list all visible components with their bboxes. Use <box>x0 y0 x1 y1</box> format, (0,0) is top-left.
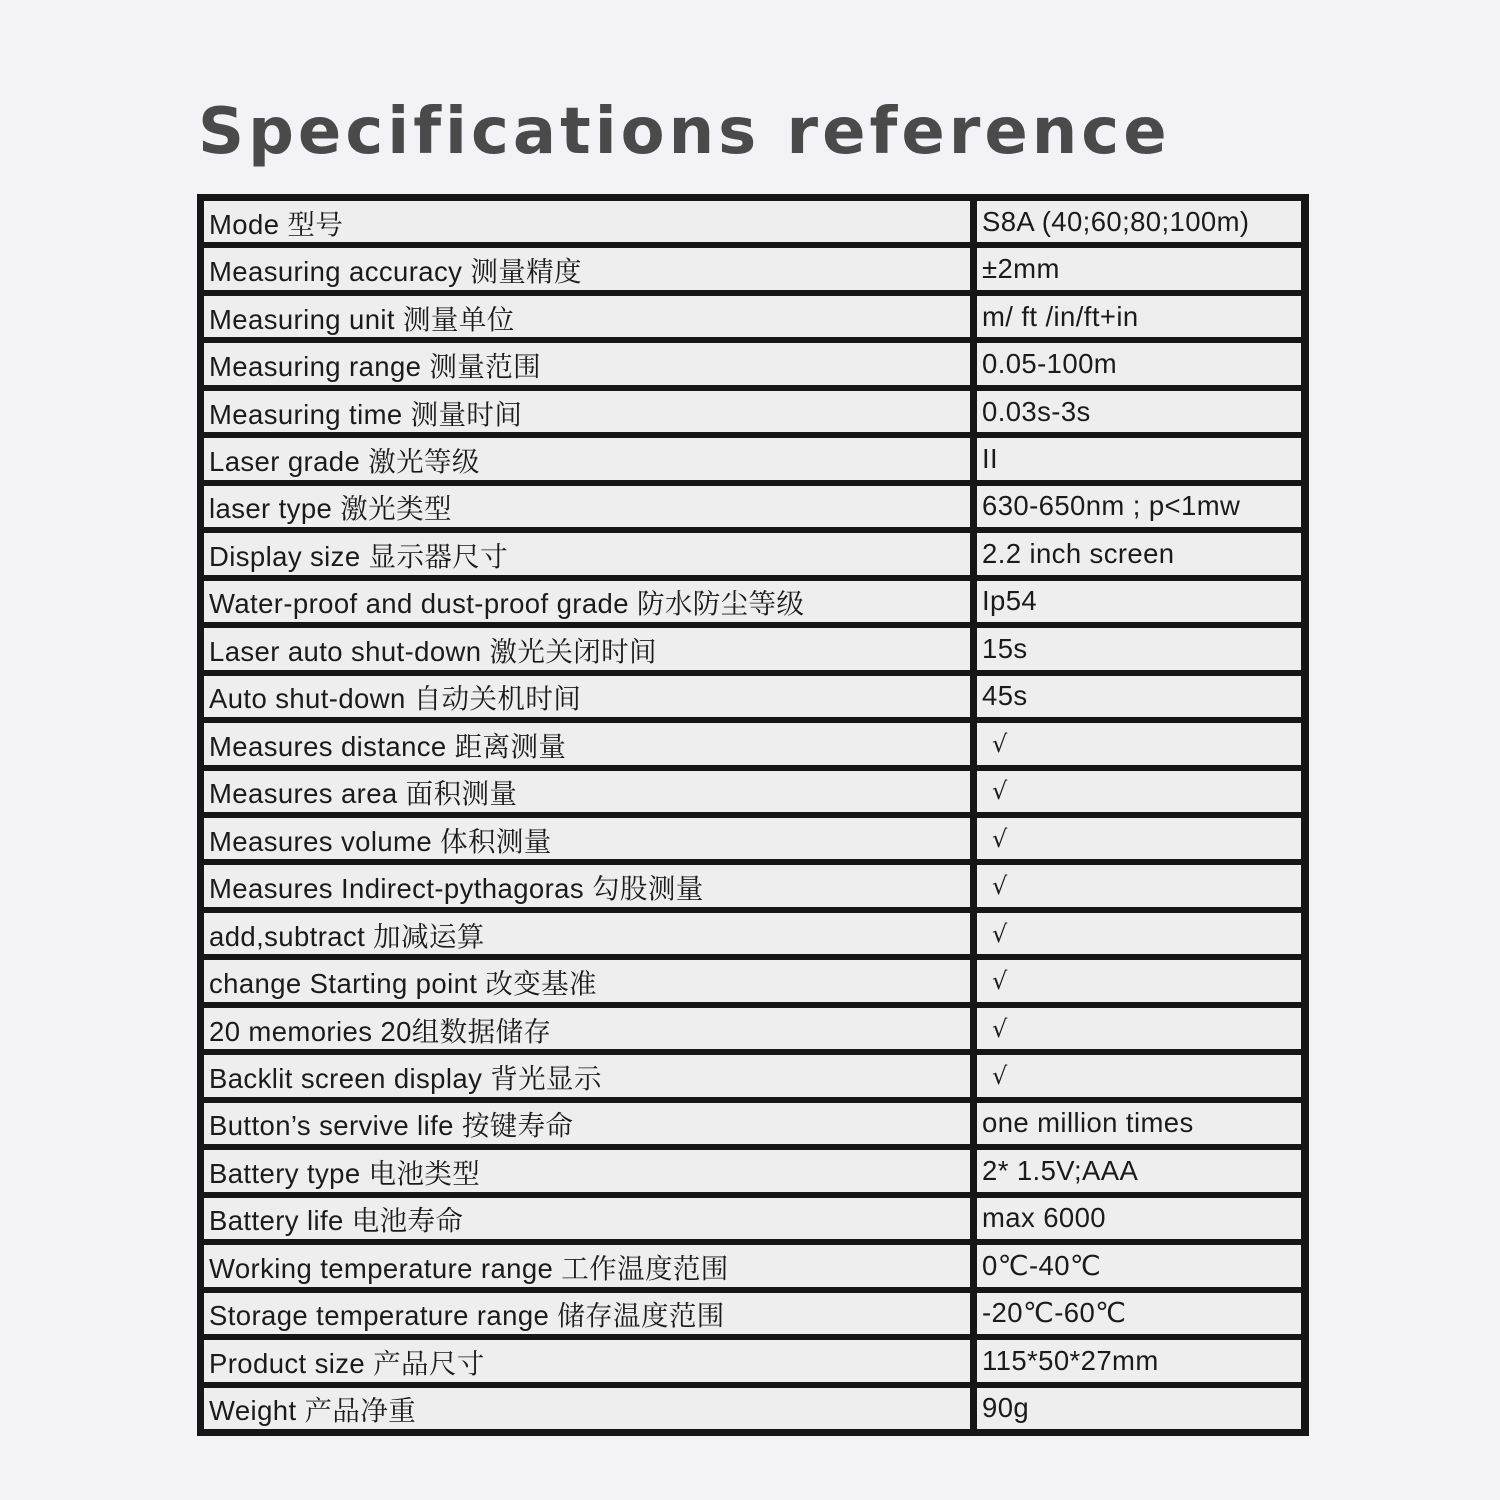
spec-row <box>201 1242 1305 1289</box>
spec-row <box>201 720 1305 767</box>
checkmark-icon: √ <box>992 1014 1008 1043</box>
spec-label: Button’s servive life 按键寿命 <box>204 1103 970 1144</box>
spec-row <box>201 388 1305 435</box>
checkmark-icon: √ <box>992 824 1008 853</box>
spec-label: Weight 产品净重 <box>204 1388 970 1429</box>
checkmark-icon: √ <box>992 1062 1008 1091</box>
spec-row <box>201 768 1305 815</box>
spec-label: Water-proof and dust-proof grade 防水防尘等级 <box>204 581 970 622</box>
spec-value: 90g <box>977 1388 1301 1429</box>
spec-value: 45s <box>977 676 1301 717</box>
spec-value <box>977 1008 1301 1049</box>
checkmark-icon: √ <box>992 872 1008 901</box>
spec-row <box>201 1147 1305 1194</box>
spec-value: m/ ft /in/ft+in <box>977 296 1301 337</box>
spec-row <box>201 1337 1305 1384</box>
spec-label: Backlit screen display 背光显示 <box>204 1055 970 1096</box>
spec-label: Laser grade 激光等级 <box>204 438 970 479</box>
spec-label: Measures volume 体积测量 <box>204 818 970 859</box>
checkmark-icon: √ <box>992 919 1008 948</box>
checkmark-icon: √ <box>992 967 1008 996</box>
spec-label: Display size 显示器尺寸 <box>204 533 970 574</box>
spec-label: Product size 产品尺寸 <box>204 1340 970 1381</box>
spec-row <box>201 1385 1305 1432</box>
spec-row <box>201 435 1305 482</box>
spec-value: Ip54 <box>977 581 1301 622</box>
spec-value <box>977 960 1301 1001</box>
spec-row <box>201 1100 1305 1147</box>
spec-label: Measures distance 距离测量 <box>204 723 970 764</box>
spec-row <box>201 198 1305 245</box>
spec-row <box>201 957 1305 1004</box>
spec-label: Auto shut-down 自动关机时间 <box>204 676 970 717</box>
spec-row <box>201 815 1305 862</box>
spec-value: 115*50*27mm <box>977 1340 1301 1381</box>
spec-label: Measures Indirect-pythagoras 勾股测量 <box>204 865 970 906</box>
spec-value: II <box>977 438 1301 479</box>
spec-row <box>201 1005 1305 1052</box>
spec-label: Measuring range 测量范围 <box>204 343 970 384</box>
spec-label: Working temperature range 工作温度范围 <box>204 1245 970 1286</box>
spec-value <box>977 913 1301 954</box>
spec-value <box>977 723 1301 764</box>
spec-row <box>201 862 1305 909</box>
spec-label: Battery type 电池类型 <box>204 1150 970 1191</box>
spec-value: -20℃-60℃ <box>977 1293 1301 1334</box>
spec-label: Battery life 电池寿命 <box>204 1198 970 1239</box>
spec-label: Mode 型号 <box>204 201 970 242</box>
spec-value: 2.2 inch screen <box>977 533 1301 574</box>
spec-row <box>201 578 1305 625</box>
spec-row <box>201 293 1305 340</box>
spec-value: 2* 1.5V;AAA <box>977 1150 1301 1191</box>
spec-table <box>197 194 1309 1436</box>
page-title: Specifications reference <box>198 95 1171 169</box>
spec-value <box>977 771 1301 812</box>
spec-row <box>201 483 1305 530</box>
spec-value: 0℃-40℃ <box>977 1245 1301 1286</box>
spec-label: Measuring accuracy 测量精度 <box>204 248 970 289</box>
spec-label: change Starting point 改变基准 <box>204 960 970 1001</box>
spec-label: laser type 激光类型 <box>204 486 970 527</box>
spec-value <box>977 818 1301 859</box>
spec-value: S8A (40;60;80;100m) <box>977 201 1301 242</box>
spec-value: one million times <box>977 1103 1301 1144</box>
spec-row <box>201 910 1305 957</box>
spec-label: Measuring time 测量时间 <box>204 391 970 432</box>
spec-value <box>977 1055 1301 1096</box>
spec-value: 0.05-100m <box>977 343 1301 384</box>
spec-row <box>201 530 1305 577</box>
spec-label: Laser auto shut-down 激光关闭时间 <box>204 628 970 669</box>
spec-row <box>201 1195 1305 1242</box>
spec-label: Measuring unit 测量单位 <box>204 296 970 337</box>
spec-value <box>977 865 1301 906</box>
spec-value: 0.03s-3s <box>977 391 1301 432</box>
spec-label: add,subtract 加减运算 <box>204 913 970 954</box>
spec-label: 20 memories 20组数据储存 <box>204 1008 970 1049</box>
spec-row <box>201 245 1305 292</box>
checkmark-icon: √ <box>992 729 1008 758</box>
spec-value: 15s <box>977 628 1301 669</box>
spec-row <box>201 1290 1305 1337</box>
spec-row <box>201 673 1305 720</box>
spec-label: Measures area 面积测量 <box>204 771 970 812</box>
checkmark-icon: √ <box>992 777 1008 806</box>
spec-value: ±2mm <box>977 248 1301 289</box>
spec-value: max 6000 <box>977 1198 1301 1239</box>
spec-row <box>201 1052 1305 1099</box>
spec-label: Storage temperature range 储存温度范围 <box>204 1293 970 1334</box>
spec-value: 630-650nm ; p<1mw <box>977 486 1301 527</box>
spec-row <box>201 625 1305 672</box>
spec-row <box>201 340 1305 387</box>
